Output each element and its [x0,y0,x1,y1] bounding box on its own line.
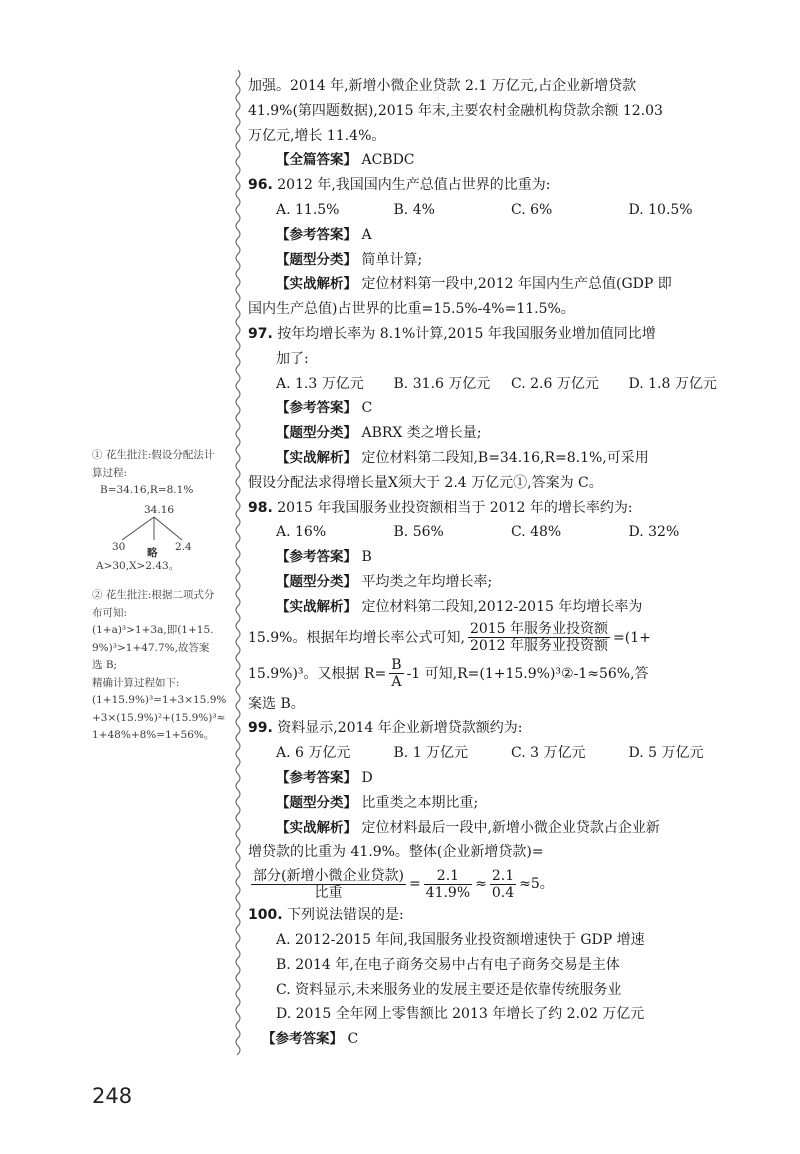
intro-line [248,124,746,149]
type-value: ABRX 类之增长量; [361,425,482,442]
analysis-96 [248,272,746,297]
option-a: A. 1.3 万亿元 [276,375,364,392]
note2-line: 9%)³>1+47.7%,故答案 [92,641,210,654]
analysis-text: =(1+ [613,629,651,646]
fraction-numerator: 2015 年服务业投资额 [469,621,609,638]
answer-97 [248,396,746,421]
note2-line: 精确计算过程如下: [92,676,180,689]
fraction-denominator: A [391,674,402,691]
analysis-99 [248,816,746,841]
question-number: 100. [248,907,283,924]
fraction-denominator: 比重 [314,884,343,901]
analysis-97-cont: 假设分配法求得增长量X须大于 2.4 万亿元①,答案为 C。 [248,474,603,491]
options-99 [248,741,746,766]
analysis-text: 定位材料最后一段中,新增小微企业贷款占企业新 [361,819,660,836]
type-97 [248,421,746,446]
tree-mid: 略 [147,546,158,558]
analysis-96-cont: 国内生产总值)占世界的比重=15.5%-4%=11.5%。 [248,301,575,318]
question-97 [248,322,746,347]
analysis-97 [248,446,746,471]
fraction-part-over-share [251,868,406,901]
option-c: C. 48% [511,524,562,541]
note2-line: ② 花生批注:根据二项式分 [92,589,215,601]
answer-96 [248,223,746,248]
option-b: B. 31.6 万亿元 [393,375,491,392]
analysis-tag: 【实战解析】 [276,819,357,836]
analysis-98-formula [248,620,746,656]
option-c: C. 资料显示,未来服务业的发展主要还是依靠传统服务业 [276,981,622,998]
question-97-cont: 加了: [276,350,309,367]
analysis-text: 15.9%。根据年均增长率公式可知, [248,629,465,646]
option-a: A. 6 万亿元 [276,745,351,762]
answer-tag: 【参考答案】 [276,549,357,566]
question-number: 97. [248,325,273,342]
intro-line [248,99,746,124]
answer-value: B [361,549,372,566]
analysis-text: 定位材料第一段中,2012 年国内生产总值(GDP 即 [361,276,672,293]
type-96 [248,248,746,273]
options-96 [248,198,746,223]
analysis-tag: 【实战解析】 [276,276,357,293]
question-98 [248,496,746,521]
question-stem: 2012 年,我国国内生产总值占世界的比重为: [277,177,551,194]
question-stem: 按年均增长率为 8.1%计算,2015 年我国服务业增加值同比增 [277,325,656,342]
type-value: 简单计算; [361,251,423,268]
options-97 [248,372,746,397]
analysis-text: 定位材料第二段知,B=34.16,R=8.1%,可采用 [361,449,649,466]
option-c: C. 3 万亿元 [511,745,586,762]
approx-sign: ≈ [475,876,487,893]
question-100 [248,903,746,928]
full-answer-tag: 【全篇答案】 [276,152,357,169]
answer-tag: 【参考答案】 [276,769,357,786]
note1-line: ① 花生批注:假设分配法计 [92,449,215,461]
answer-98 [248,545,746,570]
type-tag: 【题型分类】 [276,573,357,590]
analysis-text: -1 可知,R=(1+15.9%)³②-1≈56%,答 [406,665,649,682]
option-c: C. 6% [511,201,553,218]
answer-tag: 【参考答案】 [276,226,357,243]
question-stem: 下列说法错误的是: [287,907,404,924]
fraction-numerator: 2.1 [424,868,472,885]
analysis-text: 定位材料第二段知,2012-2015 年均增长率为 [361,598,643,615]
analysis-99-cont: 增贷款的比重为 41.9%。整体(企业新增贷款)= [248,844,544,861]
note2-line: 布可知: [92,606,128,619]
intro-text: 41.9%(第四题数据),2015 年末,主要农村金融机构贷款余额 12.03 [248,102,663,119]
sidebar-notes [92,447,242,745]
fraction-denominator: 0.4 [491,884,515,901]
question-number: 98. [248,499,273,516]
tree-right: 2.4 [175,540,192,553]
type-tag: 【题型分类】 [276,425,357,442]
note1-line: 算过程: [92,466,128,479]
result-text: ≈5。 [519,876,554,893]
note2-line: (1+15.9%)³=1+3×15.9% [92,694,227,706]
analysis-98-formula2 [248,656,746,692]
fraction-denominator: 2012 年服务业投资额 [469,638,609,655]
analysis-98-cont: 案选 B。 [248,695,305,712]
option-d: D. 2015 全年网上零售额比 2013 年增长了约 2.02 万亿元 [276,1006,645,1023]
main-column [248,74,746,1052]
fraction-investment [468,621,610,654]
analysis-99-formula [248,865,746,903]
question-number: 96. [248,177,273,194]
intro-text: 万亿元,增长 11.4%。 [248,127,386,144]
intro-line [248,74,746,99]
allocation-tree-diagram [92,502,232,558]
option-b: B. 1 万亿元 [393,745,469,762]
fraction-numerator: B [391,657,402,674]
answer-100 [248,1027,746,1052]
tree-root: 34.16 [144,503,175,516]
answer-value: C [361,400,373,417]
question-number: 99. [248,720,273,737]
fraction-2-1-over-41-9 [424,868,472,901]
option-a: A. 2012-2015 年间,我国服务业投资额增速快于 GDP 增速 [276,931,645,948]
note1-line: B=34.16,R=8.1% [100,484,194,496]
tree-left: 30 [112,540,126,553]
fraction-b-over-a [389,657,403,690]
answer-value: C [347,1031,359,1048]
options-98 [248,520,746,545]
note2-line: 选 B; [92,659,118,671]
analysis-text: 15.9%)³。又根据 R= [248,665,387,682]
option-d: D. 1.8 万亿元 [628,375,717,392]
note1-result: A>30,X>2.43。 [96,559,180,572]
fraction-denominator: 41.9% [425,884,471,901]
answer-value: A [361,226,372,243]
type-tag: 【题型分类】 [276,251,357,268]
full-answer-value: ACBDC [361,152,415,169]
note2-line: +3×(15.9%)²+(15.9%)³≈ [92,711,226,724]
answer-value: D [361,769,373,786]
type-value: 比重类之本期比重; [361,794,479,811]
analysis-98 [248,595,746,620]
note2-line: (1+a)³>1+3a,即(1+15. [92,624,214,636]
option-b: B. 4% [393,201,435,218]
option-d: D. 32% [628,524,680,541]
fraction-numerator: 2.1 [491,867,515,884]
page-number: 248 [92,1084,133,1108]
question-stem: 资料显示,2014 年企业新增贷款额约为: [277,720,523,737]
question-stem: 2015 年我国服务业投资额相当于 2012 年的增长率约为: [277,499,633,516]
option-c: C. 2.6 万亿元 [511,375,599,392]
type-value: 平均类之年均增长率; [361,573,493,590]
option-b: B. 56% [393,524,444,541]
type-99 [248,791,746,816]
fraction-2-1-over-0-4 [490,868,516,901]
option-a: A. 11.5% [276,201,340,218]
equals-sign: = [408,876,421,893]
option-d: D. 5 万亿元 [628,745,704,762]
question-96 [248,173,746,198]
analysis-tag: 【实战解析】 [276,598,357,615]
analysis-tag: 【实战解析】 [276,449,357,466]
type-98 [248,570,746,595]
answer-tag: 【参考答案】 [262,1031,343,1048]
full-answer [248,148,746,173]
option-b: B. 2014 年,在电子商务交易中占有电子商务交易是主体 [276,956,620,973]
note2-line: 1+48%+8%=1+56%。 [92,729,215,741]
fraction-numerator: 部分(新增小微企业贷款) [253,867,404,884]
intro-text: 加强。2014 年,新增小微企业贷款 2.1 万亿元,占企业新增贷款 [248,78,637,94]
question-99 [248,716,746,741]
answer-tag: 【参考答案】 [276,400,357,417]
option-a: A. 16% [276,524,327,541]
type-tag: 【题型分类】 [276,794,357,811]
answer-99 [248,766,746,791]
option-d: D. 10.5% [628,201,693,218]
